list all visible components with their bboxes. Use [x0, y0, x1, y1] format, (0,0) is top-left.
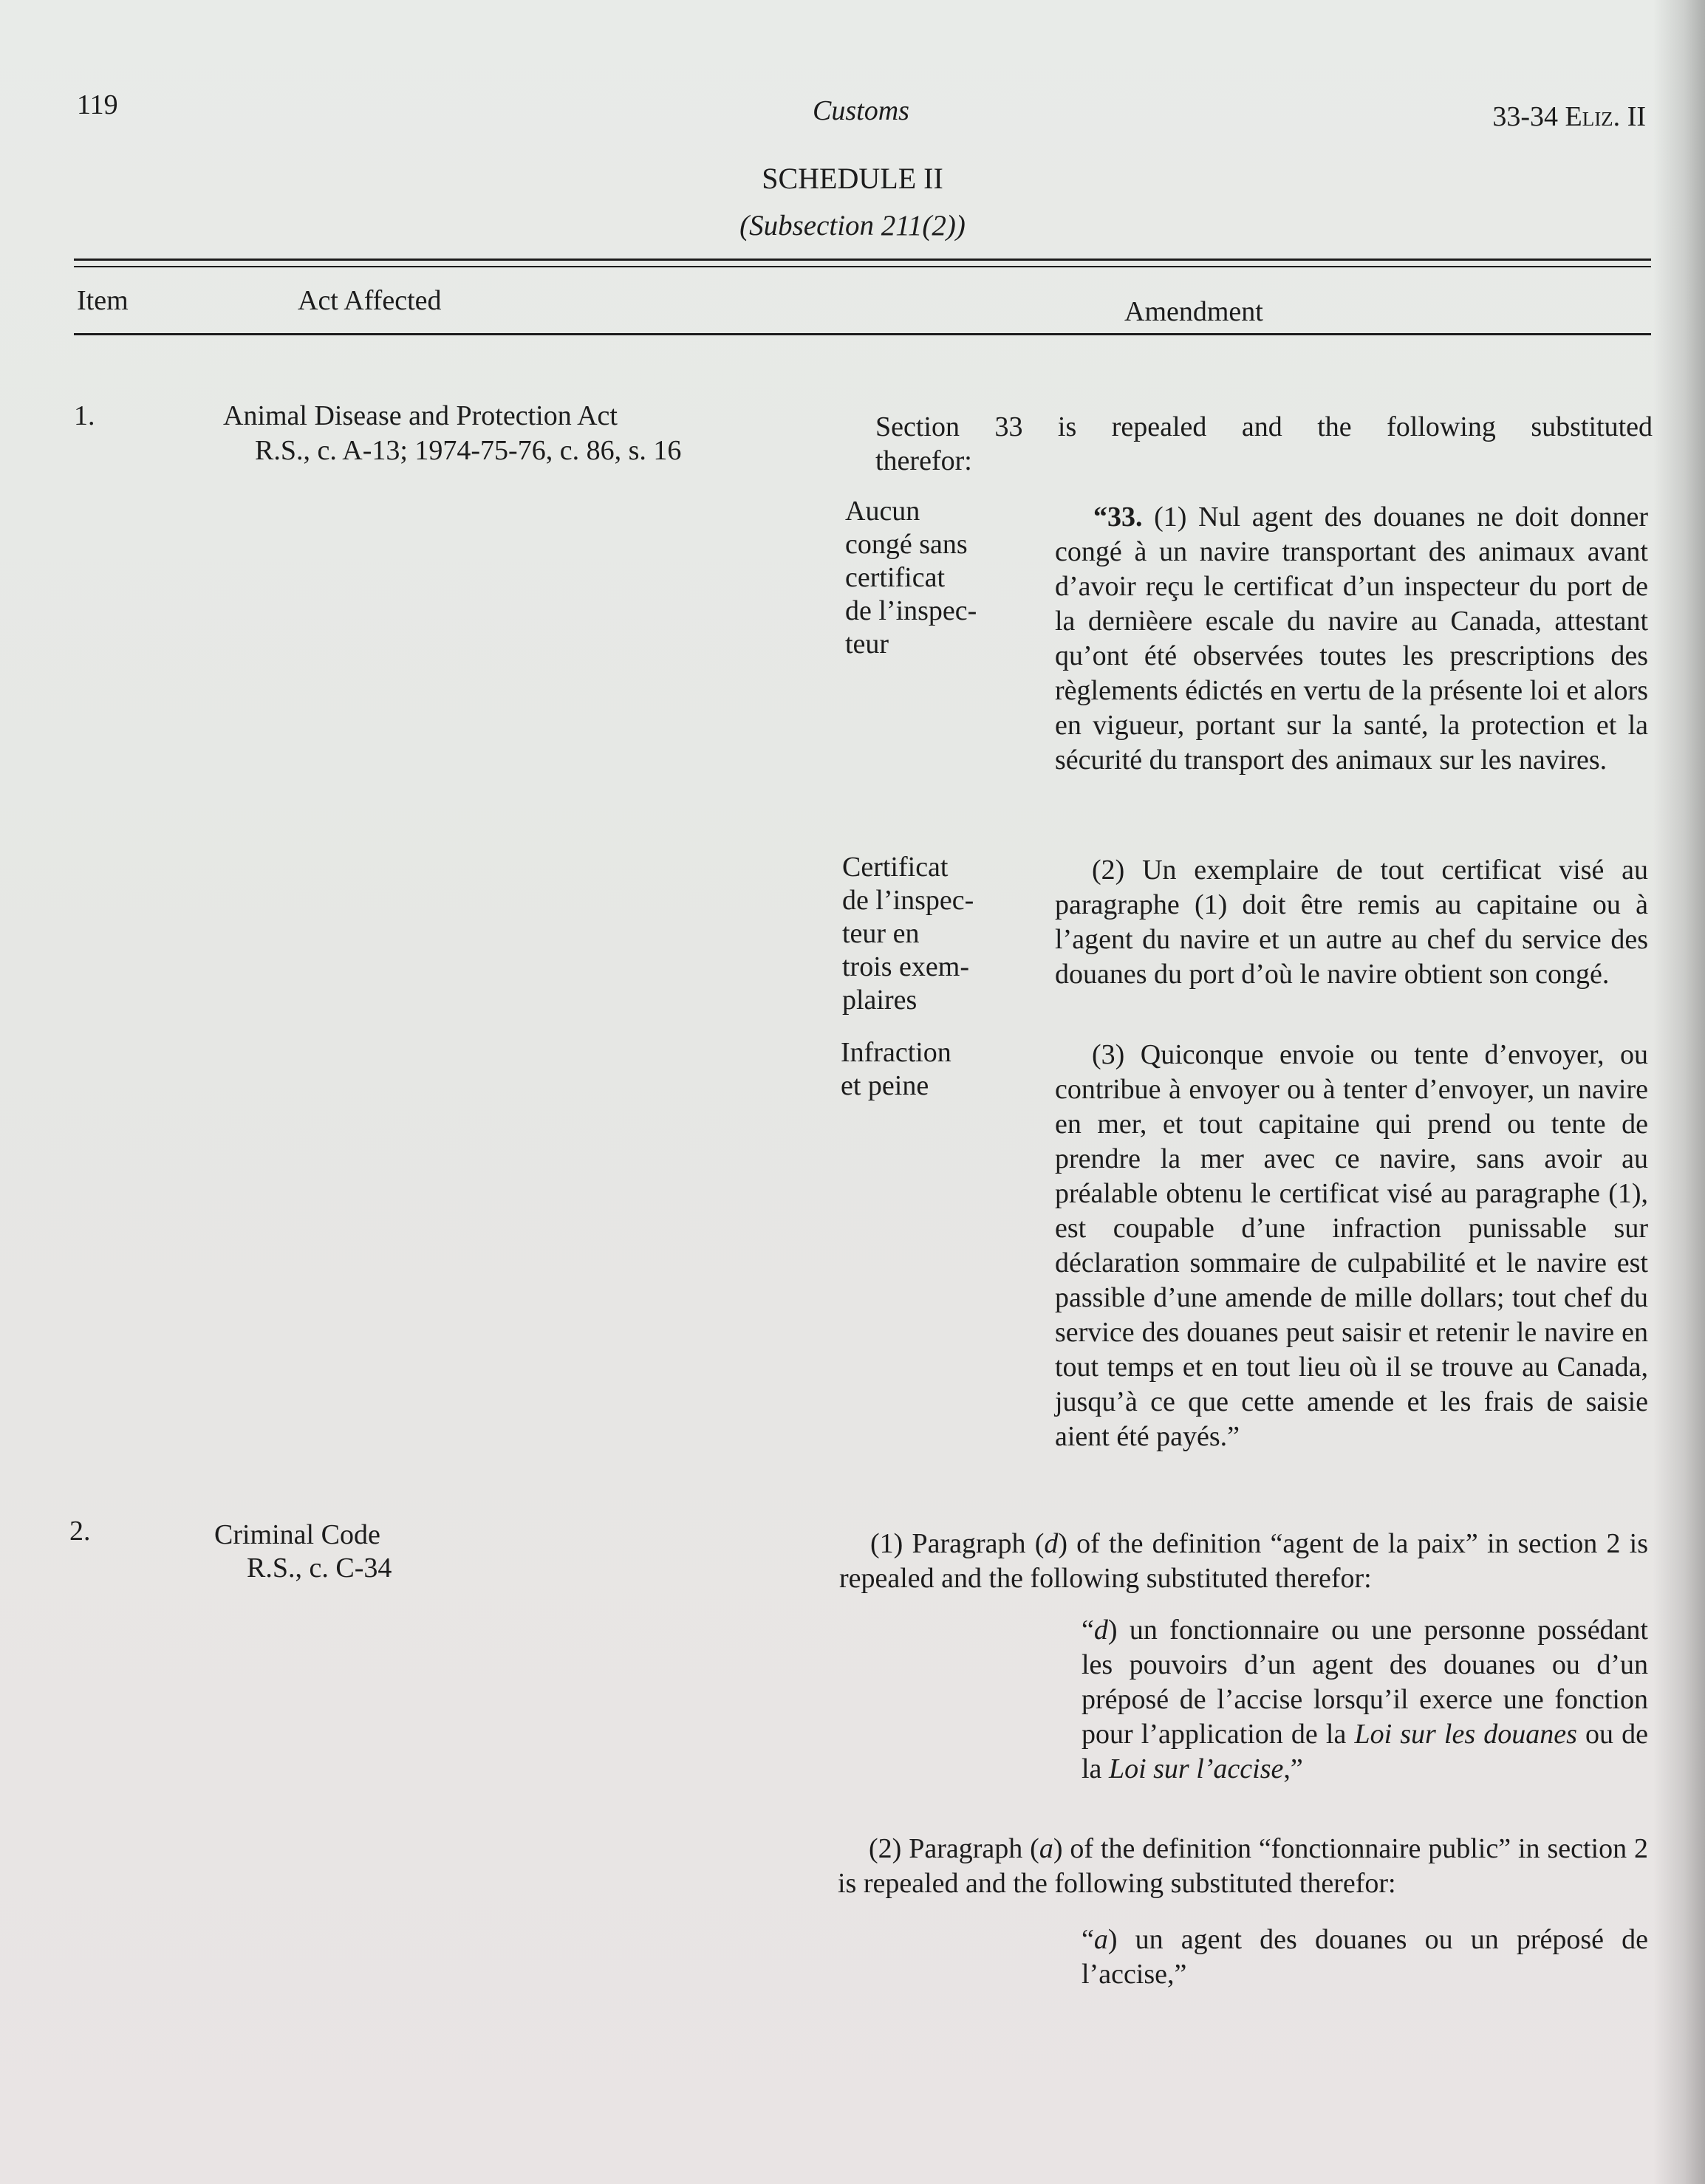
column-item: Item [77, 285, 129, 316]
intro-text: ) of the definition “fonctionnaire public” in section 2 is repealed and the following substituted therefor: [838, 1833, 1648, 1899]
amendment-paragraph [1055, 853, 1648, 992]
act-title: Loi sur l’accise [1108, 1753, 1284, 1784]
quote-text: ) un fonctionnaire ou une personne possédant les pouvoirs d’un agent des douanes ou d’un préposé de l’accise lorsqu’il exerce une fonction pour l’application de la [1082, 1615, 1648, 1750]
schedule-subtitle: (Subsection 211(2)) [739, 210, 966, 242]
page-number: 119 [77, 89, 118, 120]
margin-note-line: congé sans [845, 529, 968, 560]
quote-text: ,” [1283, 1753, 1303, 1784]
margin-note-line: certificat [845, 562, 946, 593]
quoted-definition [1082, 1613, 1648, 1787]
margin-note-line: et peine [841, 1070, 929, 1101]
margin-note-line: Infraction [841, 1037, 951, 1068]
margin-note-line: de l’inspec- [842, 885, 974, 916]
intro-text: (1) Paragraph ( [870, 1528, 1045, 1559]
act-title: Loi sur les douanes [1354, 1719, 1577, 1750]
margin-note [845, 495, 977, 661]
amendment-intro: Section 33 is repealed and the following substituted [875, 411, 1653, 442]
amendment-paragraph [838, 1832, 1648, 1901]
act-citation: R.S., c. A-13; 1974-75-76, c. 86, s. 16 [255, 435, 682, 466]
margin-note [842, 851, 974, 1017]
schedule-subtitle-text: Subsection 211(2) [749, 210, 956, 242]
paragraph-letter: a [1039, 1833, 1053, 1864]
intro-text: (2) Paragraph ( [869, 1833, 1039, 1864]
running-title: Customs [813, 95, 909, 126]
item-number: 2. [69, 1516, 91, 1547]
paragraph-letter: d [1044, 1528, 1059, 1559]
item-number: 1. [74, 400, 95, 431]
quote-mark: “ [1082, 1924, 1094, 1955]
paragraph-letter: a [1093, 1924, 1108, 1955]
session-roman: II [1627, 101, 1646, 132]
paragraph-letter: d [1093, 1615, 1108, 1646]
act-name: Animal Disease and Protection Act [223, 400, 618, 431]
page-edge-shadow [1653, 0, 1705, 2184]
quote-text: ou de la [1082, 1719, 1648, 1784]
margin-note-line: trois exem- [842, 951, 970, 982]
header-rule-top [74, 259, 1651, 261]
column-act-affected: Act Affected [298, 285, 442, 316]
margin-note-line: de l’inspec- [845, 595, 977, 626]
session-designation [1492, 100, 1646, 133]
amendment-paragraph [1055, 500, 1648, 778]
amendment-paragraph [839, 1527, 1648, 1596]
session-years: 33-34 [1492, 101, 1558, 132]
margin-note-line: teur en [842, 918, 920, 949]
quote-mark: “ [1082, 1615, 1094, 1646]
margin-note [841, 1036, 951, 1103]
intro-text: ) of the definition “agent de la paix” in section 2 is repealed and the following substituted therefor: [839, 1528, 1648, 1594]
margin-note-line: Certificat [842, 852, 949, 883]
amendment-intro-continued: therefor: [875, 445, 972, 476]
quoted-definition [1082, 1923, 1648, 1992]
header-rule-top-second [74, 266, 1651, 267]
section-number: “33. [1093, 502, 1143, 533]
amendment-paragraph [1055, 1038, 1648, 1454]
schedule-title: SCHEDULE II [762, 162, 943, 195]
quote-text: ) un agent des douanes ou un préposé de l’accise,” [1082, 1924, 1648, 1990]
margin-note-line: plaires [842, 985, 918, 1016]
column-amendment: Amendment [1124, 296, 1263, 327]
session-reign: Eliz. [1565, 101, 1621, 132]
act-name: Criminal Code [214, 1519, 380, 1550]
margin-note-line: Aucun [845, 496, 920, 527]
margin-note-line: teur [845, 629, 889, 660]
act-citation: R.S., c. C-34 [247, 1553, 392, 1584]
paragraph-text: (1) Nul agent des douanes ne doit donner congé à un navire transportant des animaux avant d’avoir reçu le certificat d’un inspecteur du port de la dernièere escale du navire au Canada, attestant qu’ont été observées toutes les prescriptions des règlements édictés en vertu de la présente loi et alors en vigueur, portant sur la santé, la protection et la sécurité du transport des animaux sur les navires. [1055, 502, 1648, 776]
header-rule-bottom [74, 333, 1651, 335]
paragraph-text: (2) Un exemplaire de tout certificat visé au paragraphe (1) doit être remis au capitaine ou à l’agent du navire et un autre au chef du service des douanes du port d’où le navire obtient son congé. [1055, 855, 1648, 990]
paragraph-text: (3) Quiconque envoie ou tente d’envoyer, ou contribue à envoyer ou à tenter d’envoyer, un navire en mer, et tout capitaine qui prend ou tente de prendre la mer avec ce navire, sans avoir au préalable obtenu le certificat visé au paragraphe (1), est coupable d’une infraction punissable sur déclaration sommaire de culpabilité et le navire est passible d’une amende de mille dollars; tout chef du service des douanes peut saisir et retenir le navire en tout temps et en tout lieu où il se trouve au Canada, jusqu’à ce que cette amende et les frais de saisie aient été payés.” [1055, 1039, 1648, 1452]
